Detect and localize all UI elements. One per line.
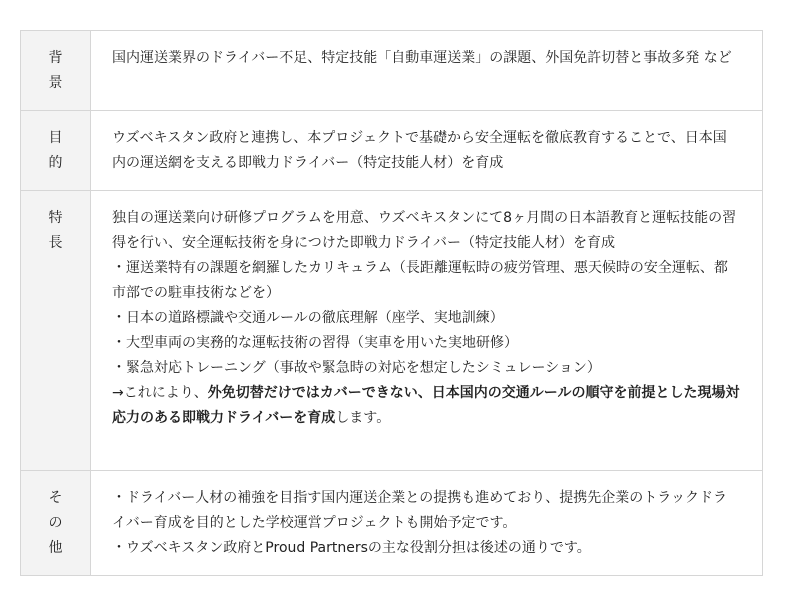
features-bullet: ・大型車両の実務的な運転技術の習得（実車を用いた実地研修） (112, 335, 518, 351)
table-row-other (21, 471, 762, 576)
features-bullet: ・日本の道路標識や交通ルールの徹底理解（座学、実地訓練） (112, 310, 504, 326)
row-heading (21, 191, 91, 470)
info-table (20, 30, 763, 576)
heading-char: 景 (48, 75, 63, 91)
heading-char: 特 (48, 210, 63, 226)
features-bullet: ・運送業特有の課題を網羅したカリキュラム（長距離運転時の疲労管理、悪天候時の安全運転、都市部での駐車技術などを） (112, 260, 728, 301)
row-heading (21, 471, 91, 575)
row-content (91, 191, 762, 470)
row-content (91, 471, 762, 575)
conclusion-suffix: します。 (335, 410, 391, 426)
content-line: ・ウズベキスタン政府とProud Partnersの主な役割分担は後述の通りです。 (112, 540, 591, 556)
content-line: ・ドライバー人材の補強を目指す国内運送企業との提携も進めており、提携先企業のトラックドライバー育成を目的とした学校運営プロジェクトも開始予定です。 (112, 490, 728, 531)
features-conclusion (112, 381, 740, 431)
table-row-features (21, 191, 762, 471)
row-heading (21, 31, 91, 110)
row-content (91, 31, 762, 110)
row-heading (21, 111, 91, 190)
table-row-background (21, 31, 762, 111)
features-bullet: ・緊急対応トレーニング（事故や緊急時の対応を想定したシミュレーション） (112, 360, 601, 376)
table-row-purpose (21, 111, 762, 191)
conclusion-prefix: →これにより、 (112, 385, 208, 401)
heading-char: そ (48, 490, 63, 506)
features-intro: 独自の運送業向け研修プログラムを用意、ウズベキスタンにて8ヶ月間の日本語教育と運転技能の習得を行い、安全運転技術を身につけた即戦力ドライバー（特定技能人材）を育成 (112, 210, 737, 251)
heading-char: 目 (48, 130, 63, 146)
heading-char: の (48, 515, 63, 531)
content-line: ウズベキスタン政府と連携し、本プロジェクトで基礎から安全運転を徹底教育することで、日本国内の運送網を支える即戦力ドライバー（特定技能人材）を育成 (112, 130, 727, 171)
conclusion-emphasis: 外免切替だけではカバーできない、日本国内の交通ルールの順守を前提とした現場対応力のある即戦力ドライバーを育成 (112, 385, 740, 426)
heading-char: 的 (48, 155, 63, 171)
content-line: 国内運送業界のドライバー不足、特定技能「自動車運送業」の課題、外国免許切替と事故多発 など (112, 50, 732, 66)
heading-char: 背 (48, 50, 63, 66)
heading-char: 長 (48, 235, 63, 251)
row-content (91, 111, 762, 190)
heading-char: 他 (48, 540, 63, 556)
